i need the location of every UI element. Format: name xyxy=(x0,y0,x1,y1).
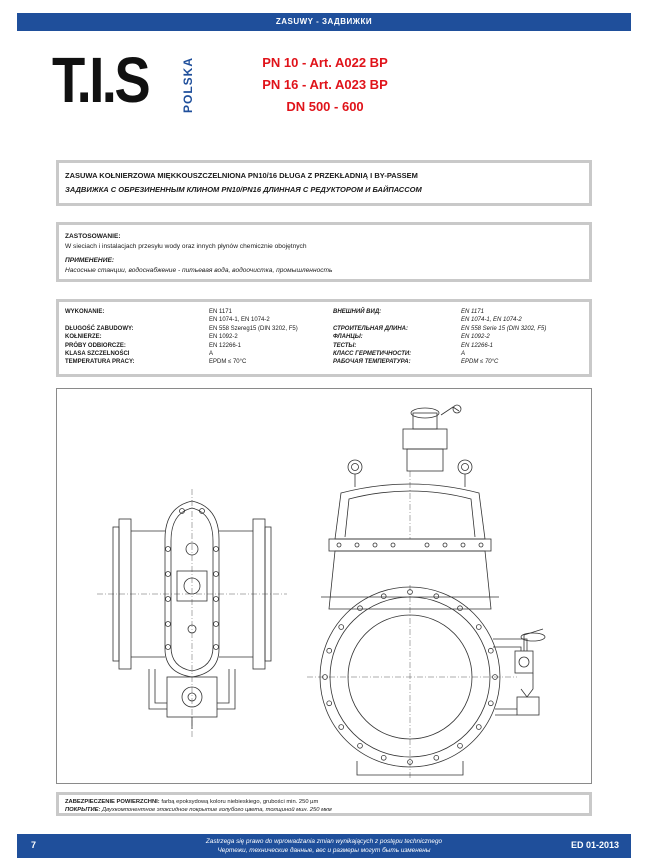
spec-label-pl: DŁUGOŚĆ ZABUDOWY: xyxy=(65,325,134,332)
front-view xyxy=(307,405,545,779)
coating-text-ru: Двухкомпонентное эпоксидное покрытие голубого цвета, толщиной мин. 250 мкм xyxy=(102,807,332,813)
page-number: 7 xyxy=(31,840,37,850)
spec-value-pl: A xyxy=(209,350,214,357)
side-view xyxy=(97,489,287,739)
flange-bolt xyxy=(434,594,439,599)
spec-label-ru: СТРОИТЕЛЬНАЯ ДЛИНА: xyxy=(333,325,409,332)
spec-value-ru: EN 1092-2 xyxy=(461,334,490,341)
spec-label-ru: ВНЕШНИЙ ВИД: xyxy=(333,309,382,315)
spec-label-pl: WYKONANIE: xyxy=(65,309,105,315)
spec-row xyxy=(65,358,583,366)
specifications-panel xyxy=(56,299,592,377)
flange-bolt xyxy=(476,725,481,730)
spec-label-ru: ТЕСТЫ: xyxy=(333,342,357,349)
spec-label-ru: ФЛАНЦЫ: xyxy=(333,334,363,341)
coating-text-pl: farbą epoksydową koloru niebieskiego, grubości min. 250 µm xyxy=(161,799,319,805)
logo-polska-text: POLSKA xyxy=(181,57,195,114)
flange-bolt xyxy=(327,648,332,653)
spec-row xyxy=(65,342,583,350)
flange-bolt xyxy=(339,625,344,630)
specifications-table xyxy=(65,308,583,367)
spec-value-pl: EPDM ≤ 70°C xyxy=(209,359,247,366)
flange-bolt xyxy=(381,594,386,599)
footer-bar xyxy=(17,834,631,858)
spec-row xyxy=(65,325,583,333)
spec-value-pl: EN 558 Szereg15 (DIN 3202, F5) xyxy=(209,325,298,332)
application-text-pl: W sieciach i instalacjach przesyłu wody oraz innych płynów chemicznie obojętnych xyxy=(65,243,307,250)
tis-logo xyxy=(52,44,195,130)
coating-label-ru: ПОКРЫТИЕ: xyxy=(65,807,101,813)
category-header-bar xyxy=(17,13,631,31)
flange-bolt xyxy=(358,606,363,611)
flange-bolt xyxy=(381,755,386,760)
technical-drawing xyxy=(56,388,592,784)
flange-bolt xyxy=(339,725,344,730)
title-pn16: PN 16 - Art. A023 BP xyxy=(262,77,388,92)
spec-label-pl: PRÓBY ODBIORCZE: xyxy=(65,342,126,349)
product-title xyxy=(250,52,400,118)
spec-label-ru: РАБОЧАЯ ТЕМПЕРАТУРА: xyxy=(333,359,411,366)
spec-value-pl: EN 1074-1, EN 1074-2 xyxy=(209,317,270,324)
logo-wordmark: T.I.S xyxy=(52,44,149,116)
flange-bolt xyxy=(488,701,493,706)
spec-row xyxy=(65,333,583,341)
title-dn-range: DN 500 - 600 xyxy=(286,99,364,114)
valve-drawing-svg xyxy=(57,389,591,783)
spec-value-ru: EN 1074-1, EN 1074-2 xyxy=(461,317,522,324)
application-heading-ru: ПРИМЕНЕНИЕ: xyxy=(65,257,115,264)
footer-notes xyxy=(17,837,631,855)
spec-value-pl: EN 1092-2 xyxy=(209,334,238,341)
description-pl: ZASUWA KOŁNIERZOWA MIĘKKOUSZCZELNIONA PN10/16 DŁUGA Z PRZEKŁADNIĄ I BY-PASSEM xyxy=(65,171,418,180)
flange-bolt xyxy=(358,743,363,748)
flange-bolt xyxy=(458,606,463,611)
spec-row xyxy=(65,308,583,316)
spec-value-ru: EPDM ≤ 70°C xyxy=(461,359,499,366)
spec-value-pl: EN 1171 xyxy=(209,309,232,315)
spec-label-pl: KLASA SZCZELNOŚCI xyxy=(65,350,130,357)
spec-label-pl: KOŁNIERZE: xyxy=(65,334,102,341)
spec-label-ru: КЛАСС ГЕРМЕТИЧНОСТИ: xyxy=(333,350,412,357)
description-panel xyxy=(56,160,592,206)
application-panel xyxy=(56,222,592,282)
description-ru: ЗАДВИЖКА С ОБРЕЗИНЕННЫМ КЛИНОМ PN10/PN16 ДЛИННАЯ С РЕДУКТОРОМ И БАЙПАССОМ xyxy=(65,185,422,194)
flange-bolt xyxy=(327,701,332,706)
spec-row xyxy=(65,350,583,358)
spec-value-ru: EN 1171 xyxy=(461,309,484,315)
spec-value-ru: EN 12266-1 xyxy=(461,342,494,349)
flange-bolt xyxy=(488,648,493,653)
flange-bolt xyxy=(458,743,463,748)
spec-value-ru: EN 558 Serie 15 (DIN 3202, F5) xyxy=(461,325,547,332)
flange-bolt xyxy=(434,755,439,760)
coating-panel xyxy=(56,792,592,816)
flange-bolt xyxy=(476,625,481,630)
footer-note-ru: Чертежи, технические данные, вес и размеры могут быть изменены xyxy=(217,847,431,854)
spec-label-pl: TEMPERATURA PRACY: xyxy=(65,359,135,366)
application-heading-pl: ZASTOSOWANIE: xyxy=(65,233,121,240)
logo-polska xyxy=(180,54,194,118)
application-text-ru: Насосные станции, водоснабжение - питьевая вода, водоочистка, промышленность xyxy=(65,267,333,274)
edition-label: ED 01-2013 xyxy=(570,840,619,850)
spec-value-pl: EN 12266-1 xyxy=(209,342,242,349)
title-pn10: PN 10 - Art. A022 BP xyxy=(262,55,388,70)
category-title: ZASUWY - ЗАДВИЖКИ xyxy=(275,17,373,26)
coating-label-pl: ZABEZPIECZENIE POWIERZCHNI: xyxy=(65,799,160,805)
footer-note-pl: Zastrzega się prawo do wprowadzania zmian wynikających z postępu technicznego xyxy=(205,838,443,845)
spec-value-ru: A xyxy=(461,350,466,357)
spec-row xyxy=(65,316,583,324)
